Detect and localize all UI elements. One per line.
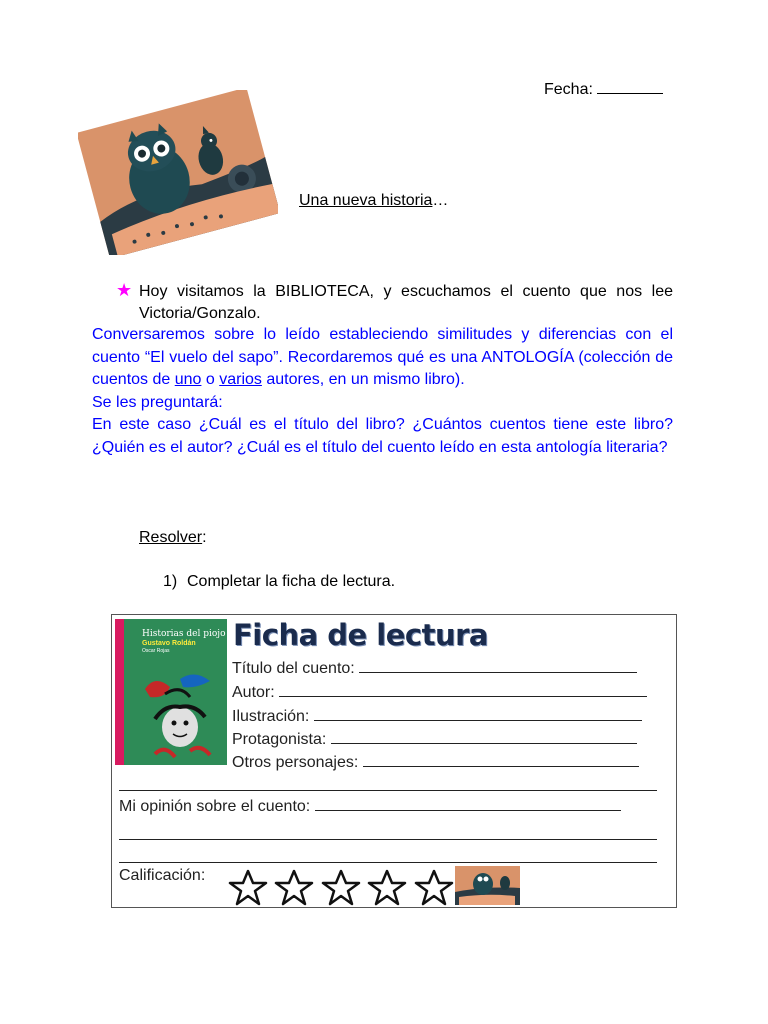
notes-text: Conversaremos sobre lo leído estableciendo similitudes y diferencias con el cuento “El vuelo del sapo”. Recordaremos qué es una ANTOLOGÍA (colección de cuentos de <box>92 326 673 388</box>
book-illustrator: Oscar Rojas <box>142 648 170 654</box>
story-title-ellipsis: … <box>432 192 449 209</box>
field-ilustracion-line[interactable] <box>314 708 642 721</box>
intro-paragraph: Hoy visitamos la BIBLIOTECA, y escuchamos el cuento que nos lee Victoria/Gonzalo. <box>139 283 673 322</box>
field-opinion-line[interactable] <box>315 798 621 811</box>
resolver-heading <box>139 529 207 547</box>
owl-illustration <box>78 90 278 255</box>
blank-line[interactable] <box>119 862 657 863</box>
star-outline-icon[interactable] <box>321 869 361 907</box>
star-bullet-icon: ★ <box>116 280 133 300</box>
owl-thumbnail-icon <box>455 866 520 905</box>
notes-underline-varios: varios <box>219 371 262 388</box>
story-title-text: Una nueva historia <box>299 192 433 209</box>
star-outline-icon[interactable] <box>228 869 268 907</box>
field-protagonista-label: Protagonista: <box>232 731 327 748</box>
date-blank-line[interactable] <box>597 79 663 94</box>
book-author: Gustavo Roldán <box>142 640 196 647</box>
field-otros <box>232 754 639 772</box>
rating-stars <box>228 869 456 907</box>
task-number: 1) <box>163 573 178 590</box>
task-item <box>163 573 395 591</box>
blank-line[interactable] <box>119 839 657 840</box>
teacher-notes <box>92 324 673 459</box>
resolver-label: Resolver <box>139 529 203 546</box>
star-outline-icon[interactable] <box>274 869 314 907</box>
field-calificacion <box>119 867 205 885</box>
date-label: Fecha: <box>544 81 593 98</box>
book-spine <box>115 619 124 765</box>
resolver-colon: : <box>202 529 207 546</box>
field-titulo <box>232 660 637 678</box>
field-opinion <box>119 798 621 816</box>
date-field <box>544 79 663 99</box>
blank-line[interactable] <box>119 790 657 791</box>
book-illustration-icon <box>135 659 225 763</box>
field-autor-label: Autor: <box>232 684 275 701</box>
reading-card-title: Ficha de lectura <box>233 618 488 652</box>
notes-text: autores, en un mismo libro). <box>261 371 465 388</box>
notes-paragraph-1 <box>92 324 673 392</box>
field-ilustracion <box>232 708 642 726</box>
field-autor-line[interactable] <box>279 684 647 697</box>
star-outline-icon[interactable] <box>414 869 454 907</box>
notes-paragraph-3: En este caso ¿Cuál es el título del libro? ¿Cuántos cuentos tiene este libro? ¿Quién es el autor? ¿Cuál es el título del cuento leído en esta antología literaria? <box>92 416 673 456</box>
field-titulo-label: Título del cuento: <box>232 660 355 677</box>
field-ilustracion-label: Ilustración: <box>232 708 310 725</box>
book-title: Historias del piojo <box>142 629 226 639</box>
field-protagonista <box>232 731 637 749</box>
field-protagonista-line[interactable] <box>331 731 637 744</box>
field-otros-line[interactable] <box>363 754 639 767</box>
book-cover <box>115 619 227 765</box>
field-titulo-line[interactable] <box>359 660 637 673</box>
star-outline-icon[interactable] <box>367 869 407 907</box>
notes-paragraph-2: Se les preguntará: <box>92 393 223 411</box>
story-title <box>299 192 448 210</box>
field-calificacion-label: Calificación: <box>119 867 206 884</box>
field-autor <box>232 684 647 702</box>
task-text: Completar la ficha de lectura. <box>187 573 396 590</box>
notes-text: o <box>201 371 220 388</box>
notes-underline-uno: uno <box>174 371 202 388</box>
field-opinion-label: Mi opinión sobre el cuento: <box>119 798 311 815</box>
field-otros-label: Otros personajes: <box>232 754 359 771</box>
